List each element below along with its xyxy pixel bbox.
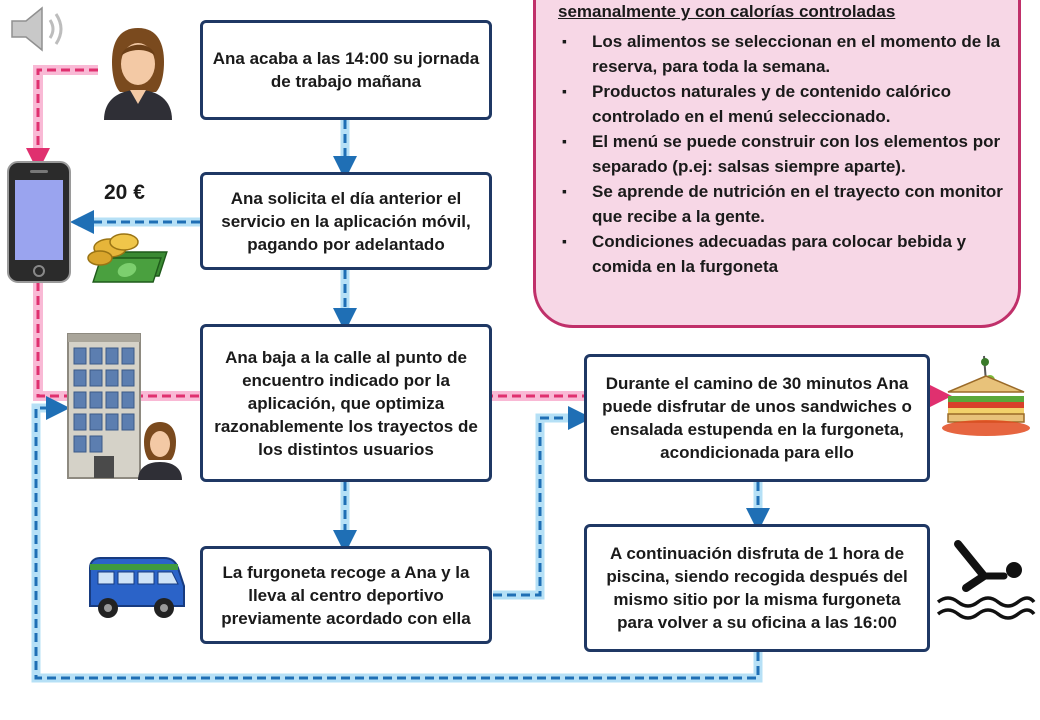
sandwich-icon — [940, 352, 1032, 438]
features-heading: semanalmente y con calorías controladas — [558, 2, 896, 21]
step-text: Ana baja a la calle al punto de encuentro indicado por la aplicación, que optimiza razonablemente los trayectos de los distintos usuarios — [214, 347, 478, 459]
step-box-swimming — [584, 524, 930, 652]
woman-avatar-icon — [90, 22, 186, 120]
step-box-eat-in-van — [584, 354, 930, 482]
feature-item: ▪ Productos naturales y de contenido calórico controlado en el menú seleccionado. — [592, 79, 1004, 129]
step-text: Ana acaba a las 14:00 su jornada de trabajo mañana — [212, 49, 480, 91]
price-label: 20 € — [104, 181, 145, 204]
swimmer-icon — [936, 536, 1036, 620]
step-text: La furgoneta recoge a Ana y la lleva al centro deportivo previamente acordado con ella — [221, 562, 471, 628]
step-text: Durante el camino de 30 minutos Ana puede disfrutar de unos sandwiches o ensalada estupenda en la furgoneta, acondicionada para ello — [602, 374, 912, 462]
woman-small-icon — [132, 418, 188, 480]
step-box-finish-work — [200, 20, 492, 120]
step-text: A continuación disfruta de 1 hora de piscina, siendo recogida después del mismo sitio por la misma furgoneta para volver a su oficina a las 16:00 — [606, 544, 908, 632]
step-box-request-service — [200, 172, 492, 270]
smartphone-icon — [6, 160, 72, 284]
money-icon — [84, 230, 178, 286]
feature-item: ▪ El menú se puede construir con los elementos por separado (p.ej: salsas siempre aparte). — [592, 129, 1004, 179]
features-panel — [533, 0, 1021, 328]
step-box-meeting-point — [200, 324, 492, 482]
step-text: Ana solicita el día anterior el servicio en la aplicación móvil, pagando por adelantado — [221, 188, 471, 254]
speaker-icon[interactable] — [8, 4, 72, 54]
feature-item: ▪ Los alimentos se seleccionan en el momento de la reserva, para toda la semana. — [592, 29, 1004, 79]
feature-item: ▪ Condiciones adecuadas para colocar bebida y comida en la furgoneta — [592, 229, 1004, 279]
step-box-van-pickup — [200, 546, 492, 644]
van-icon — [84, 552, 190, 622]
features-list — [558, 29, 1004, 279]
feature-item: ▪ Se aprende de nutrición en el trayecto con monitor que recibe a la gente. — [592, 179, 1004, 229]
